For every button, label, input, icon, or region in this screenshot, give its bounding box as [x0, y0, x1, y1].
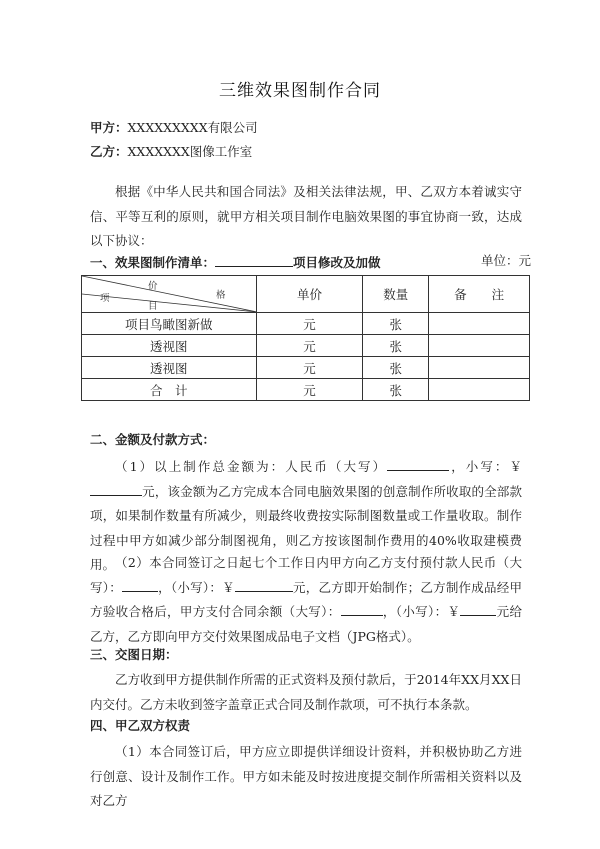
section1-heading: 一、效果图制作清单：	[90, 255, 216, 270]
table-row	[82, 313, 530, 335]
row-qty: 张	[363, 357, 429, 379]
s2p2-text-e: 元给乙方，乙方即向甲方交付效果图成品电子文档（JPG格式）。	[90, 604, 522, 644]
row-name: 合 计	[82, 379, 257, 401]
table-row	[82, 335, 530, 357]
diag-label-price2: 格	[216, 290, 226, 301]
blank-total-number	[90, 480, 142, 496]
party-a-label: 甲方：	[90, 120, 128, 135]
preamble-paragraph: 根据《中华人民共和国合同法》及相关法律法规，甲、乙双方本着诚实守信、平等互利的原则，就甲方相关项目制作电脑效果图的事宜协商一致，达成以下协议：	[90, 184, 522, 248]
section4-paragraph-1: （1）本合同签订后，甲方应立即提供详细设计资料，并积极协助乙方进行创意、设计及制作工作。甲方如未能及时按进度提交制作所需相关资料以及对乙方	[90, 744, 522, 808]
section2-paragraph-2	[90, 551, 522, 649]
party-b-line	[90, 142, 252, 162]
row-note	[429, 313, 530, 335]
diag-label-price: 价	[148, 281, 158, 292]
header-note: 备 注	[429, 276, 530, 313]
row-note	[429, 379, 530, 401]
s2p2-text-d: ，（小写）：￥	[382, 604, 461, 619]
party-a-line	[90, 118, 258, 138]
diag-label-item: 项	[100, 293, 110, 304]
unit-label: 单位：元	[480, 253, 531, 268]
s2p1-text-b: ，小写：￥	[449, 459, 522, 474]
production-list-table	[81, 275, 530, 401]
diag-label-item2: 目	[148, 301, 158, 312]
row-price: 元	[256, 379, 363, 401]
row-price: 元	[256, 335, 363, 357]
section1-heading-line	[90, 251, 530, 273]
party-a-value: XXXXXXXXX有限公司	[127, 120, 258, 135]
row-price: 元	[256, 357, 363, 379]
party-b-value: XXXXXXX图像工作室	[127, 144, 253, 159]
section3-heading: 三、交图日期：	[90, 647, 178, 662]
s2p2-text-a: （2）本合同签订之日起七个工作日内甲方向乙方支付预付款人民币（大写）：	[90, 555, 522, 595]
diagonal-header-cell	[82, 276, 257, 313]
s2p1-text-c: 元，该金额为乙方完成本合同电脑效果图的创意制作所收取的全部款项，如果制作数量有所减少，则最终收费按实际制图数量或工作量收取。制作过程中甲方如减少部分制图视角，则乙方按该图制作费用的40%收取建模费用。	[90, 483, 522, 572]
header-quantity: 数量	[363, 276, 429, 313]
section1-heading-tail: 项目修改及加做	[293, 255, 381, 270]
header-unit-price: 单价	[256, 276, 363, 313]
row-name: 透视图	[82, 335, 257, 357]
table-header-row	[82, 276, 530, 313]
blank-balance-capital	[341, 600, 383, 616]
row-qty: 张	[363, 379, 429, 401]
row-note	[429, 357, 530, 379]
s2p1-text-a: （1）以上制作总金额为：人民币（大写）	[115, 459, 388, 474]
section4-heading: 四、甲乙双方权责	[90, 718, 191, 733]
row-note	[429, 335, 530, 357]
blank-prepay-capital	[122, 576, 158, 592]
table-row-total	[82, 379, 530, 401]
row-price: 元	[256, 313, 363, 335]
section3-paragraph-1: 乙方收到甲方提供制作所需的正式资料及预付款后，于2014年XX月XX日内交付。乙方未收到签字盖章正式合同及制作款项，可不执行本条款。	[90, 672, 522, 712]
blank-total-capital	[387, 455, 449, 471]
party-b-label: 乙方：	[90, 144, 128, 159]
blank-prepay-number	[235, 576, 293, 592]
row-name: 项目鸟瞰图新做	[82, 313, 257, 335]
row-qty: 张	[363, 313, 429, 335]
row-name: 透视图	[82, 357, 257, 379]
document-title: 三维效果图制作合同	[219, 81, 381, 101]
s2p2-text-c: 元，乙方即开始制作；乙方制作成品经甲方验收合格后，甲方支付合同余额（大写）：	[90, 579, 522, 619]
table-row	[82, 357, 530, 379]
section1-blank	[215, 251, 293, 267]
s2p2-text-b: ，（小写）：￥	[157, 579, 235, 595]
section2-heading: 二、金额及付款方式：	[90, 432, 216, 447]
row-qty: 张	[363, 335, 429, 357]
blank-balance-number	[460, 600, 496, 616]
